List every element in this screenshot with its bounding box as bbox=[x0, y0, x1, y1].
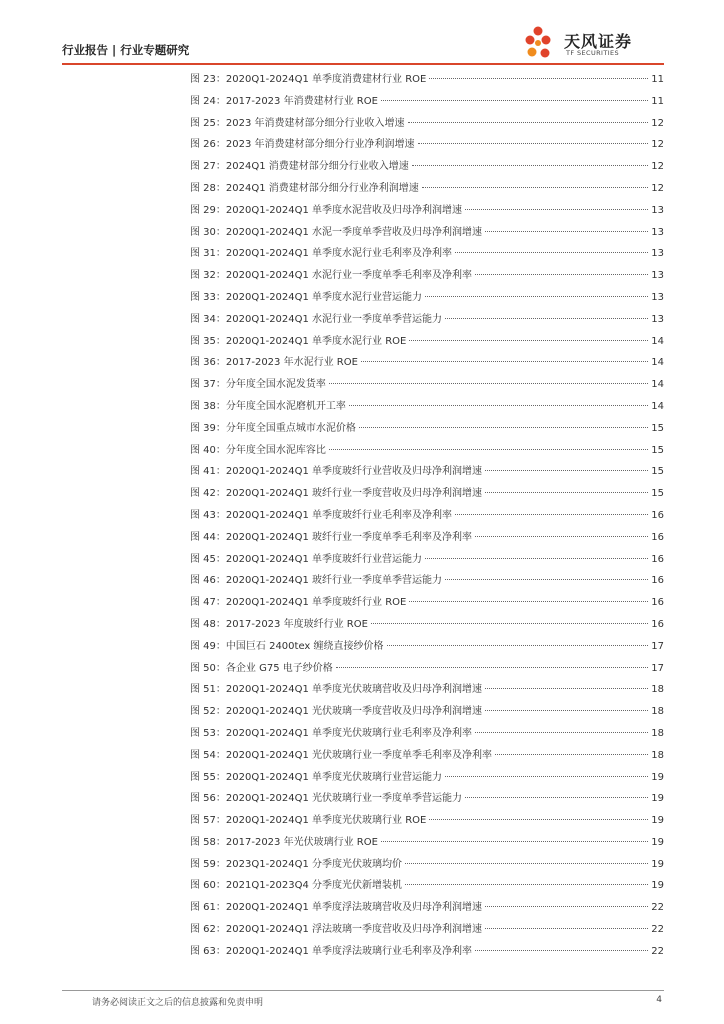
toc-dot-leader bbox=[336, 667, 649, 668]
toc-entry[interactable] bbox=[190, 396, 664, 418]
toc-entry[interactable] bbox=[190, 91, 664, 113]
toc-entry-title: 图 47：2020Q1-2024Q1 单季度玻纤行业 ROE bbox=[190, 597, 407, 609]
toc-entry[interactable] bbox=[190, 331, 664, 353]
toc-entry[interactable] bbox=[190, 113, 664, 135]
toc-entry-title: 图 24：2017-2023 年消费建材行业 ROE bbox=[190, 95, 378, 107]
toc-entry-title: 图 35：2020Q1-2024Q1 单季度水泥行业 ROE bbox=[190, 335, 407, 347]
toc-entry[interactable] bbox=[190, 309, 664, 331]
toc-entry-page: 13 bbox=[651, 270, 664, 282]
toc-entry-title: 图 26：2023 年消费建材部分细分行业净利润增速 bbox=[190, 139, 415, 151]
toc-entry-page: 19 bbox=[651, 836, 664, 848]
page-header bbox=[62, 24, 664, 64]
toc-dot-leader bbox=[371, 623, 648, 624]
toc-dot-leader bbox=[485, 928, 648, 929]
toc-dot-leader bbox=[455, 252, 648, 253]
toc-dot-leader bbox=[475, 950, 648, 951]
toc-entry[interactable] bbox=[190, 832, 664, 854]
toc-entry[interactable] bbox=[190, 614, 664, 636]
toc-entry-title: 图 38：分年度全国水泥磨机开工率 bbox=[190, 400, 346, 412]
toc-dot-leader bbox=[445, 579, 648, 580]
logo-name: 天风证券 bbox=[564, 32, 633, 51]
toc-entry[interactable] bbox=[190, 701, 664, 723]
company-logo bbox=[524, 24, 664, 64]
toc-entry[interactable] bbox=[190, 527, 664, 549]
toc-dot-leader bbox=[405, 863, 648, 864]
toc-dot-leader bbox=[475, 536, 648, 537]
toc-entry[interactable] bbox=[190, 592, 664, 614]
toc-entry-page: 12 bbox=[651, 182, 664, 194]
toc-entry-title: 图 34：2020Q1-2024Q1 水泥行业一季度单季营运能力 bbox=[190, 313, 443, 325]
toc-entry-page: 14 bbox=[651, 357, 664, 369]
toc-entry[interactable] bbox=[190, 854, 664, 876]
toc-entry-title: 图 55：2020Q1-2024Q1 单季度光伏玻璃行业营运能力 bbox=[190, 771, 443, 783]
toc-dot-leader bbox=[409, 601, 648, 602]
toc-dot-leader bbox=[412, 165, 649, 166]
toc-entry[interactable] bbox=[190, 919, 664, 941]
toc-dot-leader bbox=[485, 231, 648, 232]
toc-entry-title: 图 48：2017-2023 年度玻纤行业 ROE bbox=[190, 618, 368, 630]
toc-entry-page: 18 bbox=[651, 706, 664, 718]
toc-entry-title: 图 52：2020Q1-2024Q1 光伏玻璃一季度营收及归母净利润增速 bbox=[190, 706, 483, 718]
toc-entry-page: 17 bbox=[651, 640, 664, 652]
toc-dot-leader bbox=[445, 776, 648, 777]
toc-entry-page: 13 bbox=[651, 248, 664, 260]
toc-entry-page: 15 bbox=[651, 422, 664, 434]
toc-entry-title: 图 53：2020Q1-2024Q1 单季度光伏玻璃行业毛利率及净利率 bbox=[190, 727, 473, 739]
toc-entry-page: 16 bbox=[651, 509, 664, 521]
footer-disclaimer: 请务必阅读正文之后的信息披露和免责申明 bbox=[92, 998, 264, 1008]
toc-entry-title: 图 40：分年度全国水泥库容比 bbox=[190, 444, 326, 456]
toc-dot-leader bbox=[485, 688, 648, 689]
figure-list bbox=[190, 69, 664, 963]
toc-entry-page: 15 bbox=[651, 466, 664, 478]
toc-entry-page: 15 bbox=[651, 444, 664, 456]
toc-entry-title: 图 62：2020Q1-2024Q1 浮法玻璃一季度营收及归母净利润增速 bbox=[190, 924, 483, 936]
toc-entry-page: 15 bbox=[651, 488, 664, 500]
toc-entry-page: 18 bbox=[651, 749, 664, 761]
toc-entry-title: 图 58：2017-2023 年光伏玻璃行业 ROE bbox=[190, 836, 378, 848]
toc-entry-title: 图 27：2024Q1 消费建材部分细分行业收入增速 bbox=[190, 161, 409, 173]
toc-dot-leader bbox=[465, 797, 648, 798]
toc-entry-title: 图 61：2020Q1-2024Q1 单季度浮法玻璃营收及归母净利润增速 bbox=[190, 902, 483, 914]
header-divider bbox=[62, 63, 664, 65]
toc-entry-page: 19 bbox=[651, 815, 664, 827]
toc-entry-page: 22 bbox=[651, 902, 664, 914]
toc-entry[interactable] bbox=[190, 723, 664, 745]
toc-entry-title: 图 37：分年度全国水泥发货率 bbox=[190, 379, 326, 391]
toc-dot-leader bbox=[485, 710, 648, 711]
toc-dot-leader bbox=[429, 819, 648, 820]
toc-entry-page: 16 bbox=[651, 575, 664, 587]
toc-dot-leader bbox=[387, 645, 649, 646]
toc-dot-leader bbox=[418, 143, 649, 144]
toc-dot-leader bbox=[381, 100, 648, 101]
toc-entry-title: 图 54：2020Q1-2024Q1 光伏玻璃行业一季度单季毛利率及净利率 bbox=[190, 749, 493, 761]
toc-dot-leader bbox=[408, 122, 649, 123]
toc-dot-leader bbox=[329, 449, 648, 450]
toc-entry[interactable] bbox=[190, 222, 664, 244]
toc-entry[interactable] bbox=[190, 69, 664, 91]
toc-dot-leader bbox=[361, 361, 648, 362]
toc-entry-title: 图 28：2024Q1 消费建材部分细分行业净利润增速 bbox=[190, 182, 419, 194]
toc-dot-leader bbox=[429, 78, 648, 79]
toc-dot-leader bbox=[425, 296, 648, 297]
toc-entry-page: 19 bbox=[651, 771, 664, 783]
toc-entry-title: 图 56：2020Q1-2024Q1 光伏玻璃行业一季度单季营运能力 bbox=[190, 793, 463, 805]
toc-entry-title: 图 49：中国巨石 2400tex 缠绕直接纱价格 bbox=[190, 640, 384, 652]
toc-entry-title: 图 51：2020Q1-2024Q1 单季度光伏玻璃营收及归母净利润增速 bbox=[190, 684, 483, 696]
toc-entry[interactable] bbox=[190, 265, 664, 287]
page-number: 4 bbox=[656, 995, 662, 1005]
toc-entry[interactable] bbox=[190, 243, 664, 265]
toc-entry[interactable] bbox=[190, 636, 664, 658]
toc-dot-leader bbox=[495, 754, 648, 755]
toc-entry[interactable] bbox=[190, 549, 664, 571]
toc-dot-leader bbox=[445, 318, 648, 319]
toc-entry-page: 12 bbox=[651, 139, 664, 151]
toc-entry-title: 图 44：2020Q1-2024Q1 玻纤行业一季度单季毛利率及净利率 bbox=[190, 531, 473, 543]
toc-entry[interactable] bbox=[190, 767, 664, 789]
toc-entry-page: 14 bbox=[651, 335, 664, 347]
toc-dot-leader bbox=[405, 884, 648, 885]
toc-entry[interactable] bbox=[190, 352, 664, 374]
toc-dot-leader bbox=[465, 209, 648, 210]
toc-entry[interactable] bbox=[190, 658, 664, 680]
toc-entry[interactable] bbox=[190, 570, 664, 592]
toc-dot-leader bbox=[329, 383, 648, 384]
toc-entry-page: 13 bbox=[651, 226, 664, 238]
toc-entry-title: 图 46：2020Q1-2024Q1 玻纤行业一季度单季营运能力 bbox=[190, 575, 443, 587]
toc-entry-title: 图 57：2020Q1-2024Q1 单季度光伏玻璃行业 ROE bbox=[190, 815, 427, 827]
logo-subtitle: TF SECURITIES bbox=[566, 49, 620, 57]
toc-entry-page: 16 bbox=[651, 618, 664, 630]
toc-dot-leader bbox=[359, 427, 648, 428]
toc-entry-title: 图 41：2020Q1-2024Q1 单季度玻纤行业营收及归母净利润增速 bbox=[190, 466, 483, 478]
toc-entry-page: 19 bbox=[651, 880, 664, 892]
toc-dot-leader bbox=[485, 492, 648, 493]
toc-entry-page: 11 bbox=[651, 95, 664, 107]
report-category: 行业报告 | 行业专题研究 bbox=[62, 43, 190, 57]
toc-entry-title: 图 43：2020Q1-2024Q1 单季度玻纤行业毛利率及净利率 bbox=[190, 509, 453, 521]
toc-dot-leader bbox=[409, 340, 648, 341]
toc-entry[interactable] bbox=[190, 875, 664, 897]
toc-entry[interactable] bbox=[190, 788, 664, 810]
toc-entry[interactable] bbox=[190, 440, 664, 462]
toc-entry-title: 图 36：2017-2023 年水泥行业 ROE bbox=[190, 357, 358, 369]
toc-entry-page: 16 bbox=[651, 553, 664, 565]
toc-entry-title: 图 45：2020Q1-2024Q1 单季度玻纤行业营运能力 bbox=[190, 553, 423, 565]
toc-entry-title: 图 39：分年度全国重点城市水泥价格 bbox=[190, 422, 356, 434]
toc-entry-page: 18 bbox=[651, 684, 664, 696]
toc-dot-leader bbox=[475, 732, 648, 733]
toc-dot-leader bbox=[422, 187, 649, 188]
toc-entry[interactable] bbox=[190, 505, 664, 527]
toc-entry-page: 12 bbox=[651, 117, 664, 129]
toc-entry-page: 17 bbox=[651, 662, 664, 674]
toc-entry[interactable] bbox=[190, 287, 664, 309]
toc-entry-title: 图 29：2020Q1-2024Q1 单季度水泥营收及归母净利润增速 bbox=[190, 204, 463, 216]
toc-entry[interactable] bbox=[190, 483, 664, 505]
toc-entry[interactable] bbox=[190, 156, 664, 178]
toc-entry-title: 图 63：2020Q1-2024Q1 单季度浮法玻璃行业毛利率及净利率 bbox=[190, 945, 473, 957]
toc-dot-leader bbox=[425, 558, 648, 559]
toc-entry-title: 图 23：2020Q1-2024Q1 单季度消费建材行业 ROE bbox=[190, 74, 427, 85]
toc-entry[interactable] bbox=[190, 134, 664, 156]
toc-entry[interactable] bbox=[190, 745, 664, 767]
toc-entry-title: 图 60：2021Q1-2023Q4 分季度光伏新增装机 bbox=[190, 880, 403, 892]
toc-entry-page: 19 bbox=[651, 858, 664, 870]
toc-dot-leader bbox=[475, 274, 648, 275]
toc-entry-title: 图 50：各企业 G75 电子纱价格 bbox=[190, 662, 333, 674]
toc-entry-page: 11 bbox=[651, 74, 664, 85]
toc-entry[interactable] bbox=[190, 374, 664, 396]
toc-entry[interactable] bbox=[190, 679, 664, 701]
toc-entry-page: 14 bbox=[651, 400, 664, 412]
toc-entry-page: 22 bbox=[651, 945, 664, 957]
toc-entry-title: 图 42：2020Q1-2024Q1 玻纤行业一季度营收及归母净利润增速 bbox=[190, 488, 483, 500]
toc-entry-title: 图 31：2020Q1-2024Q1 单季度水泥行业毛利率及净利率 bbox=[190, 248, 453, 260]
toc-dot-leader bbox=[485, 470, 648, 471]
toc-entry[interactable] bbox=[190, 418, 664, 440]
toc-dot-leader bbox=[381, 841, 648, 842]
toc-entry-page: 19 bbox=[651, 793, 664, 805]
toc-entry-title: 图 30：2020Q1-2024Q1 水泥一季度单季营收及归母净利润增速 bbox=[190, 226, 483, 238]
toc-entry-page: 12 bbox=[651, 161, 664, 173]
toc-entry[interactable] bbox=[190, 810, 664, 832]
toc-entry-title: 图 25：2023 年消费建材部分细分行业收入增速 bbox=[190, 117, 405, 129]
toc-dot-leader bbox=[485, 906, 648, 907]
toc-dot-leader bbox=[349, 405, 648, 406]
toc-entry-page: 13 bbox=[651, 313, 664, 325]
toc-entry-page: 22 bbox=[651, 924, 664, 936]
footer-divider bbox=[62, 990, 664, 991]
toc-entry[interactable] bbox=[190, 200, 664, 222]
toc-entry-title: 图 32：2020Q1-2024Q1 水泥行业一季度单季毛利率及净利率 bbox=[190, 270, 473, 282]
toc-entry-page: 18 bbox=[651, 727, 664, 739]
toc-entry[interactable] bbox=[190, 897, 664, 919]
toc-entry-page: 16 bbox=[651, 597, 664, 609]
toc-entry-title: 图 59：2023Q1-2024Q1 分季度光伏玻璃均价 bbox=[190, 858, 403, 870]
toc-entry[interactable] bbox=[190, 461, 664, 483]
toc-entry[interactable] bbox=[190, 941, 664, 963]
tf-flower-icon bbox=[524, 24, 562, 64]
toc-entry[interactable] bbox=[190, 178, 664, 200]
toc-dot-leader bbox=[455, 514, 648, 515]
toc-entry-page: 16 bbox=[651, 531, 664, 543]
toc-entry-page: 14 bbox=[651, 379, 664, 391]
toc-entry-page: 13 bbox=[651, 291, 664, 303]
toc-entry-page: 13 bbox=[651, 204, 664, 216]
toc-entry-title: 图 33：2020Q1-2024Q1 单季度水泥行业营运能力 bbox=[190, 291, 423, 303]
